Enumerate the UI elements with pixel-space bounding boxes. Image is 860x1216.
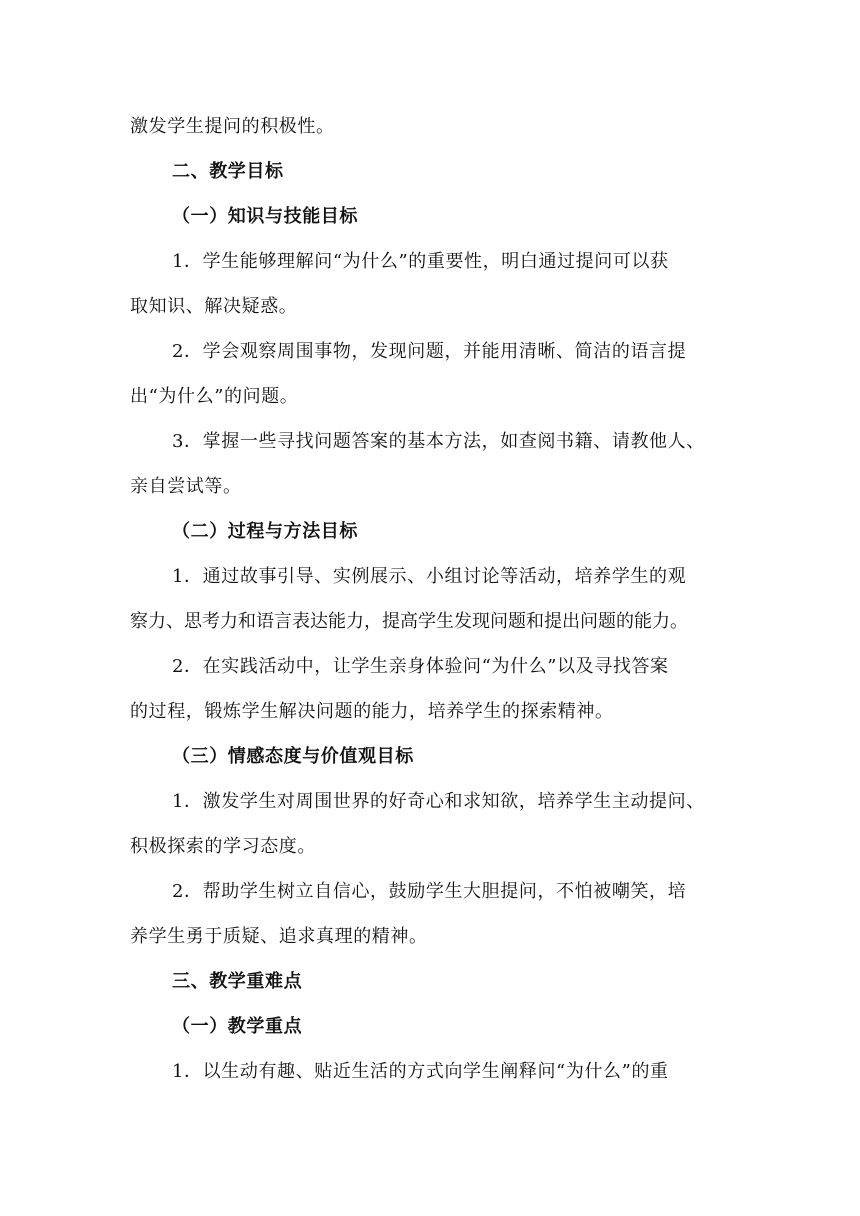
- list-item-line: 亲自尝试等。: [130, 476, 242, 497]
- list-item-line: 3．掌握一些寻找问题答案的基本方法，如查阅书籍、请教他人、: [172, 431, 705, 452]
- section-heading-key-difficulties: 三、教学重难点: [172, 971, 303, 992]
- list-item-line: 2．学会观察周围事物，发现问题，并能用清晰、简洁的语言提: [172, 341, 687, 362]
- list-item-line: 出“为什么”的问题。: [130, 386, 299, 407]
- list-item-line: 1．通过故事引导、实例展示、小组讨论等活动，培养学生的观: [172, 566, 687, 587]
- list-item-line: 积极探索的学习态度。: [130, 836, 316, 857]
- list-item-line: 1．以生动有趣、贴近生活的方式向学生阐释问“为什么”的重: [172, 1061, 669, 1082]
- list-item-line: 察力、思考力和语言表达能力，提高学生发现问题和提出问题的能力。: [130, 611, 688, 632]
- subsection-heading-process-methods: （二）过程与方法目标: [172, 521, 358, 542]
- list-item-line: 取知识、解决疑惑。: [130, 296, 298, 317]
- subsection-heading-key-points: （一）教学重点: [172, 1016, 303, 1037]
- list-item-line: 2．帮助学生树立自信心，鼓励学生大胆提问，不怕被嘲笑，培: [172, 881, 687, 902]
- list-item-line: 2．在实践活动中，让学生亲身体验问“为什么”以及寻找答案: [172, 656, 669, 677]
- subsection-heading-knowledge-skills: （一）知识与技能目标: [172, 206, 358, 227]
- list-item-line: 的过程，锻炼学生解决问题的能力，培养学生的探索精神。: [130, 701, 614, 722]
- list-item-line: 养学生勇于质疑、追求真理的精神。: [130, 926, 428, 947]
- section-heading-teaching-goals: 二、教学目标: [172, 161, 284, 182]
- list-item-line: 1．激发学生对周围世界的好奇心和求知欲，培养学生主动提问、: [172, 791, 705, 812]
- subsection-heading-attitude-values: （三）情感态度与价值观目标: [172, 746, 414, 767]
- paragraph-continuation: 激发学生提问的积极性。: [130, 116, 335, 137]
- list-item-line: 1．学生能够理解问“为什么”的重要性，明白通过提问可以获: [172, 251, 669, 272]
